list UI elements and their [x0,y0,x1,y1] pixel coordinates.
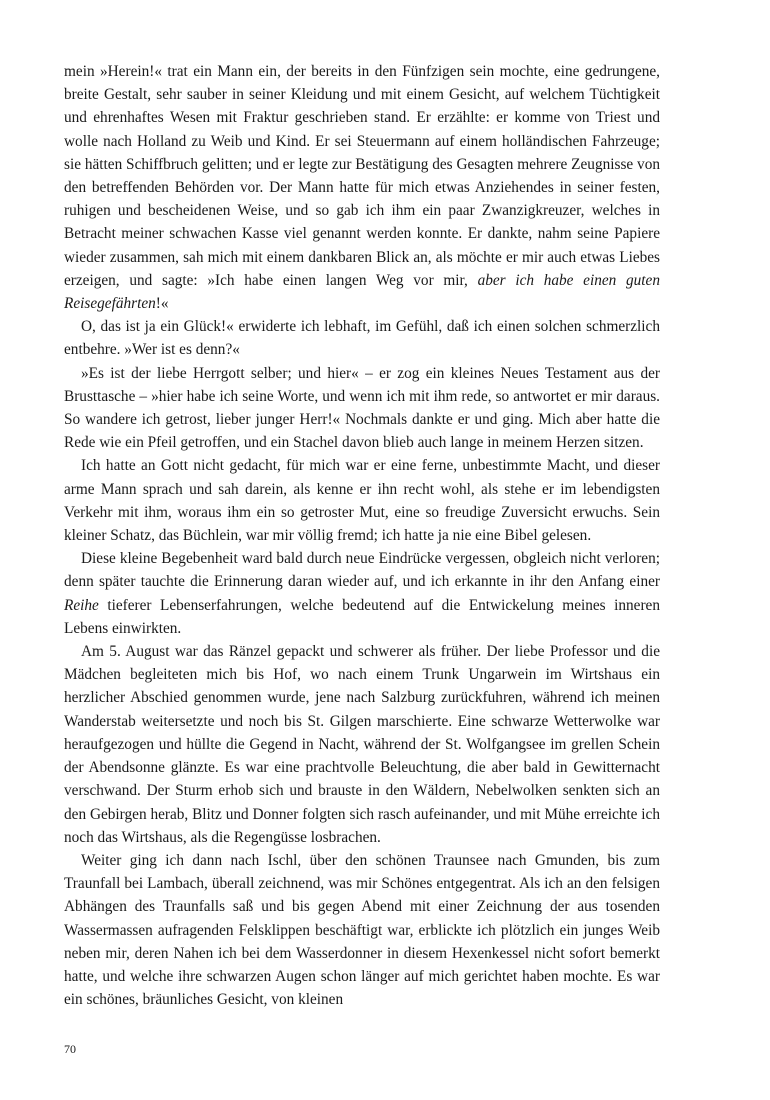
paragraph-3: »Es ist der liebe Herrgott selber; und hier« – er zog ein kleines Neues Testament aus der Brusttasche – »hier habe ich seine Worte, und wenn ich mit ihm rede, so antwortet er mir daraus. So wandere ich getrost, lieber junger Herr!« Nochmals dankte er und ging. Mich aber hatte die Rede wie ein Pfeil getroffen, und ein Stachel davon blieb auch lange in meinem Herzen sitzen. [64,364,660,452]
paragraph-7: Weiter ging ich dann nach Ischl, über den schönen Traunsee nach Gmunden, bis zum Traunfall bei Lambach, überall zeichnend, was mir Schönes entgegentrat. Als ich an den felsigen Abhängen des Traunfalls saß und bis gegen Abend mit einer Zeichnung der aus tosenden Wassermassen aufragenden Felsklippen beschäftigt war, erblickte ich plötzlich ein junges Weib neben mir, deren Nahen ich bei dem Wasserdonner in diesem Hexenkessel nicht sofort bemerkt hatte, und welche ihre schwarzen Augen schon länger auf mich gerichtet haben mochte. Es war ein schönes, bräunliches Gesicht, von kleinen [64,851,660,1009]
paragraph-1 [64,60,660,315]
page-number: 70 [64,1042,76,1056]
paragraph-1-emphasis: aber ich habe einen guten Reisegefährten [64,271,660,313]
page-body [64,60,660,1011]
paragraph-6: Am 5. August war das Ränzel gepackt und schwerer als früher. Der liebe Professor und die Mädchen begleiteten mich bis Hof, wo nach einem Trunk Ungarwein im Wirtshaus ein herzlicher Abschied genommen wurde, jene nach Salzburg zurückfuhren, während ich meinen Wanderstab weitersetzte und noch bis St. Gilgen marschierte. Eine schwarze Wetterwolke war heraufgezogen und hüllte die Gegend in Nacht, während der St. Wolfgangsee im grellen Schein der Abendsonne glänzte. Es war eine prachtvolle Beleuchtung, die aber bald in Gewitternacht verschwand. Der Sturm erhob sich und brauste in den Wäldern, Nebelwolken senkten sich an den Gebirgen herab, Blitz und Donner folgten sich rasch aufeinander, und mit Mühe erreichte ich noch das Wirtshaus, als die Regengüsse losbrachen. [64,643,660,846]
paragraph-1-end: !« [155,295,169,313]
paragraph-5 [64,547,660,640]
paragraph-5-emphasis: Reihe [64,596,99,614]
paragraph-2: O, das ist ja ein Glück!« erwiderte ich lebhaft, im Gefühl, daß ich einen solchen schmerzlich entbehre. »Wer ist es denn?« [64,318,660,359]
paragraph-4: Ich hatte an Gott nicht gedacht, für mich war er eine ferne, unbestimmte Macht, und dieser arme Mann sprach und sah darein, als kenne er ihn recht wohl, als stehe er im lebendigsten Verkehr mit ihm, woraus ihm ein so getroster Mut, eine so freudige Zuversicht erwuchs. Sein kleiner Schatz, das Büchlein, war mir völlig fremd; ich hatte ja nie eine Bibel gelesen. [64,457,660,545]
paragraph-5-text: Diese kleine Begebenheit ward bald durch neue Eindrücke vergessen, obgleich nicht verloren; denn später tauchte die Erinnerung daran wieder auf, und ich erkannte in ihr den Anfang einer [64,550,660,591]
paragraph-1-text: mein »Herein!« trat ein Mann ein, der bereits in den Fünfzigen sein mochte, eine gedrungene, breite Gestalt, sehr sauber in seiner Kleidung und mit einem Gesicht, auf welchem Tüchtigkeit und ehrenhaftes Wesen mit Fraktur geschrieben stand. Er erzählte: er komme von Triest und wolle nach Holland zu Weib und Kind. Er sei Steuermann auf einem holländischen Fahrzeuge; sie hätten Schiffbruch gelitten; und er legte zur Bestätigung des Gesagten mehrere Zeugnisse von den betreffenden Behörden vor. Der Mann hatte für mich etwas Anziehendes in seiner festen, ruhigen und bescheidenen Weise, und so gab ich ihm ein paar Zwanzigkreuzer, welches in Betracht meiner schwachen Kasse viel genannt werden konnte. Er dankte, nahm seine Papiere wieder zusammen, sah mich mit einem dankbaren Blick an, als möchte er mir auch etwas Liebes erzeigen, und sagte: »Ich habe einen langen Weg vor mir, [64,63,660,289]
paragraph-5-end: tieferer Lebenserfahrungen, welche bedeutend auf die Entwickelung meines inneren Lebens einwirkten. [64,596,660,637]
